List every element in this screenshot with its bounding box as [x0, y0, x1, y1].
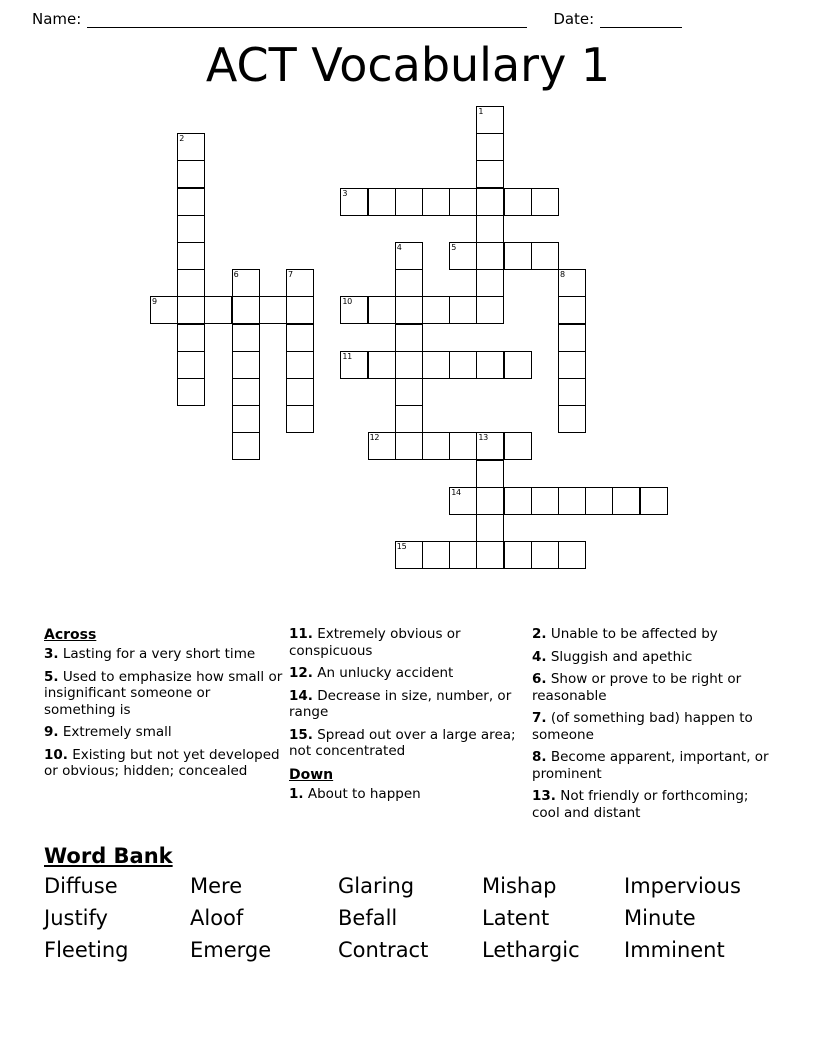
grid-cell-r14-c11[interactable] — [449, 487, 477, 515]
grid-cell-r9-c1[interactable] — [177, 351, 205, 379]
grid-cell-r16-c12[interactable] — [476, 541, 504, 569]
grid-cell-r3-c9[interactable] — [395, 188, 423, 216]
clue-number: 6. — [532, 671, 547, 687]
clue-number: 3. — [44, 646, 59, 662]
grid-clue-number-7: 7 — [288, 270, 293, 280]
clue-across-5 — [44, 669, 284, 719]
grid-cell-r9-c7[interactable] — [340, 351, 368, 379]
grid-cell-r3-c13[interactable] — [504, 188, 532, 216]
grid-cell-r14-c18[interactable] — [640, 487, 668, 515]
page-title: ACT Vocabulary 1 — [205, 38, 611, 92]
grid-cell-r4-c12[interactable] — [476, 215, 504, 243]
grid-cell-r16-c15[interactable] — [558, 541, 586, 569]
grid-cell-r7-c15[interactable] — [558, 296, 586, 324]
clue-across-12 — [289, 665, 517, 682]
grid-clue-number-13: 13 — [478, 433, 488, 443]
clue-number: 12. — [289, 665, 313, 681]
word-bank-word: Impervious — [624, 874, 741, 898]
grid-cell-r6-c12[interactable] — [476, 269, 504, 297]
grid-clue-number-9: 9 — [152, 297, 157, 307]
clue-number: 15. — [289, 726, 313, 743]
clue-text: (of something bad) happen to someone — [532, 710, 753, 743]
clue-text: Become apparent, important, or prominent — [532, 749, 769, 782]
grid-cell-r14-c16[interactable] — [585, 487, 613, 515]
clue-across-3 — [44, 646, 284, 663]
word-bank-word: Glaring — [338, 874, 415, 898]
word-bank-word: Befall — [338, 906, 398, 930]
grid-cell-r9-c10[interactable] — [422, 351, 450, 379]
grid-cell-r9-c5[interactable] — [286, 351, 314, 379]
word-bank-word: Emerge — [190, 938, 272, 962]
word-bank-word: Contract — [338, 938, 429, 962]
grid-cell-r11-c3[interactable] — [232, 405, 260, 433]
word-bank-word: Mishap — [482, 874, 557, 898]
grid-cell-r16-c11[interactable] — [449, 541, 477, 569]
grid-cell-r8-c1[interactable] — [177, 324, 205, 352]
word-bank-word: Justify — [44, 906, 108, 930]
grid-clue-number-4: 4 — [396, 243, 402, 252]
grid-cell-r7-c4[interactable] — [259, 296, 287, 324]
grid-cell-r11-c5[interactable] — [286, 405, 314, 433]
grid-cell-r5-c11[interactable] — [449, 242, 477, 270]
grid-cell-r4-c1[interactable] — [177, 215, 205, 243]
grid-cell-r7-c1[interactable] — [177, 296, 205, 324]
grid-cell-r7-c3[interactable] — [232, 296, 260, 324]
grid-cell-r10-c5[interactable] — [286, 378, 314, 406]
grid-cell-r6-c9[interactable] — [395, 269, 423, 297]
grid-cell-r2-c1[interactable] — [177, 160, 205, 188]
clue-text: Unable to be affected by — [550, 626, 718, 642]
grid-cell-r12-c10[interactable] — [422, 432, 450, 460]
grid-cell-r12-c3[interactable] — [232, 432, 260, 460]
grid-cell-r9-c9[interactable] — [395, 351, 423, 379]
clues-column-3 — [532, 626, 776, 827]
grid-clue-number-8: 8 — [560, 270, 565, 280]
grid-clue-number-5: 5 — [451, 243, 456, 252]
grid-cell-r7-c11[interactable] — [449, 296, 477, 324]
grid-clue-number-15: 15 — [396, 542, 407, 552]
grid-cell-r9-c12[interactable] — [476, 351, 504, 379]
clue-down-7 — [532, 710, 776, 743]
clue-text: Extremely small — [62, 724, 172, 740]
grid-cell-r12-c11[interactable] — [449, 432, 477, 460]
down-heading: Down — [289, 766, 334, 783]
grid-cell-r7-c2[interactable] — [204, 296, 232, 324]
word-bank-word: Minute — [624, 906, 696, 930]
grid-cell-r13-c12[interactable] — [476, 460, 504, 488]
grid-cell-r3-c1[interactable] — [177, 188, 205, 216]
grid-clue-number-6: 6 — [233, 270, 239, 280]
grid-cell-r3-c14[interactable] — [531, 188, 559, 216]
grid-cell-r6-c3[interactable] — [232, 269, 260, 297]
clue-across-11 — [289, 626, 517, 659]
grid-cell-r8-c9[interactable] — [395, 324, 423, 352]
grid-cell-r10-c15[interactable] — [558, 378, 586, 406]
clue-down-1 — [289, 786, 517, 803]
grid-cell-r3-c11[interactable] — [449, 188, 477, 216]
clue-text: Spread out over a large area; not concentrated — [289, 726, 516, 759]
clues-column-2 — [289, 626, 517, 808]
clue-number: 2. — [532, 626, 547, 642]
grid-clue-number-10: 10 — [342, 297, 352, 307]
clue-across-10 — [44, 747, 284, 780]
grid-cell-r7-c10[interactable] — [422, 296, 450, 324]
grid-cell-r10-c3[interactable] — [232, 378, 260, 406]
clue-down-2 — [532, 626, 776, 643]
grid-clue-number-11: 11 — [342, 351, 352, 361]
grid-cell-r14-c14[interactable] — [531, 487, 559, 515]
word-bank-word: Lethargic — [482, 938, 580, 962]
clue-text: About to happen — [307, 785, 421, 802]
clue-down-8 — [532, 749, 776, 782]
clue-text: Extremely obvious or conspicuous — [289, 626, 461, 659]
grid-cell-r3-c10[interactable] — [422, 188, 450, 216]
clue-text: Used to emphasize how small or insignificant someone or something is — [44, 668, 283, 718]
grid-cell-r5-c13[interactable] — [504, 242, 532, 270]
word-bank-word: Fleeting — [44, 938, 129, 962]
clue-text: Not friendly or forthcoming; cool and distant — [532, 788, 749, 821]
grid-cell-r16-c10[interactable] — [422, 541, 450, 569]
clue-down-13 — [532, 788, 776, 821]
grid-cell-r8-c5[interactable] — [286, 324, 314, 352]
clues-column-1 — [44, 626, 284, 786]
grid-cell-r7-c7[interactable] — [340, 296, 368, 324]
grid-cell-r8-c3[interactable] — [232, 324, 260, 352]
grid-cell-r12-c8[interactable] — [368, 432, 396, 460]
grid-cell-r11-c15[interactable] — [558, 405, 586, 433]
word-bank-word: Aloof — [190, 906, 244, 930]
grid-clue-number-14: 14 — [451, 487, 461, 497]
grid-cell-r7-c8[interactable] — [368, 296, 396, 324]
grid-cell-r5-c9[interactable] — [395, 242, 423, 270]
grid-cell-r14-c17[interactable] — [612, 487, 640, 515]
word-bank-grid — [44, 872, 784, 965]
word-bank-word: Diffuse — [44, 874, 118, 898]
name-label: Name: — [32, 10, 82, 28]
grid-cell-r7-c9[interactable] — [395, 296, 423, 324]
clue-text: An unlucky accident — [317, 665, 454, 681]
grid-cell-r5-c12[interactable] — [476, 242, 504, 270]
grid-cell-r3-c8[interactable] — [368, 188, 396, 216]
grid-cell-r7-c12[interactable] — [476, 296, 504, 324]
grid-cell-r6-c1[interactable] — [177, 269, 205, 297]
clue-across-14 — [289, 688, 517, 721]
clue-number: 1. — [289, 785, 304, 802]
clue-down-6 — [532, 671, 776, 704]
word-bank-word: Imminent — [624, 938, 725, 962]
grid-clue-number-1: 1 — [478, 107, 484, 116]
grid-cell-r5-c14[interactable] — [531, 242, 559, 270]
clue-text: Decrease in size, number, or range — [289, 687, 512, 720]
grid-cell-r7-c0[interactable] — [150, 296, 178, 324]
clue-number: 7. — [532, 710, 547, 726]
grid-cell-r8-c15[interactable] — [558, 324, 586, 352]
grid-cell-r9-c13[interactable] — [504, 351, 532, 379]
grid-cell-r14-c15[interactable] — [558, 487, 586, 515]
grid-cell-r12-c13[interactable] — [504, 432, 532, 460]
grid-cell-r3-c12[interactable] — [476, 188, 504, 216]
clue-number: 14. — [289, 687, 313, 704]
clue-text: Show or prove to be right or reasonable — [532, 671, 742, 704]
grid-cell-r9-c3[interactable] — [232, 351, 260, 379]
grid-cell-r14-c12[interactable] — [476, 487, 504, 515]
grid-cell-r16-c13[interactable] — [504, 541, 532, 569]
clue-number: 10. — [44, 746, 68, 763]
grid-cell-r9-c11[interactable] — [449, 351, 477, 379]
clues-section — [44, 626, 776, 838]
date-label: Date: — [553, 10, 595, 28]
word-bank-word: Mere — [190, 874, 243, 898]
grid-cell-r1-c12[interactable] — [476, 133, 504, 161]
grid-cell-r1-c1[interactable] — [177, 133, 205, 161]
grid-cell-r10-c9[interactable] — [395, 378, 423, 406]
grid-clue-number-12: 12 — [369, 433, 380, 443]
grid-cell-r14-c13[interactable] — [504, 487, 532, 515]
clue-number: 4. — [532, 648, 547, 665]
grid-clue-number-3: 3 — [342, 188, 348, 198]
word-bank-word: Latent — [482, 906, 550, 930]
grid-cell-r11-c9[interactable] — [395, 405, 423, 433]
grid-cell-r9-c8[interactable] — [368, 351, 396, 379]
across-heading: Across — [44, 627, 97, 643]
grid-cell-r7-c5[interactable] — [286, 296, 314, 324]
grid-cell-r5-c1[interactable] — [177, 242, 205, 270]
clue-text: Sluggish and apethic — [550, 648, 693, 665]
clue-number: 5. — [44, 668, 59, 685]
clue-number: 11. — [289, 626, 313, 642]
clue-number: 9. — [44, 724, 59, 740]
grid-cell-r12-c12[interactable] — [476, 432, 504, 460]
grid-cell-r9-c15[interactable] — [558, 351, 586, 379]
clue-across-9 — [44, 724, 284, 741]
grid-cell-r0-c12[interactable] — [476, 106, 504, 134]
grid-cell-r16-c9[interactable] — [395, 541, 423, 569]
clue-text: Existing but not yet developed or obvious; hidden; concealed — [44, 746, 280, 779]
clue-number: 8. — [532, 749, 547, 765]
word-bank-title: Word Bank — [44, 844, 173, 868]
word-bank-section — [44, 843, 784, 965]
grid-cell-r6-c5[interactable] — [286, 269, 314, 297]
grid-cell-r15-c12[interactable] — [476, 514, 504, 542]
clue-down-4 — [532, 649, 776, 666]
clue-text: Lasting for a very short time — [62, 646, 256, 662]
grid-cell-r3-c7[interactable] — [340, 188, 368, 216]
grid-cell-r2-c12[interactable] — [476, 160, 504, 188]
grid-cell-r16-c14[interactable] — [531, 541, 559, 569]
grid-cell-r6-c15[interactable] — [558, 269, 586, 297]
clue-number: 13. — [532, 788, 556, 804]
grid-clue-number-2: 2 — [179, 134, 184, 144]
grid-cell-r12-c9[interactable] — [395, 432, 423, 460]
clue-across-15 — [289, 727, 517, 760]
grid-cell-r10-c1[interactable] — [177, 378, 205, 406]
